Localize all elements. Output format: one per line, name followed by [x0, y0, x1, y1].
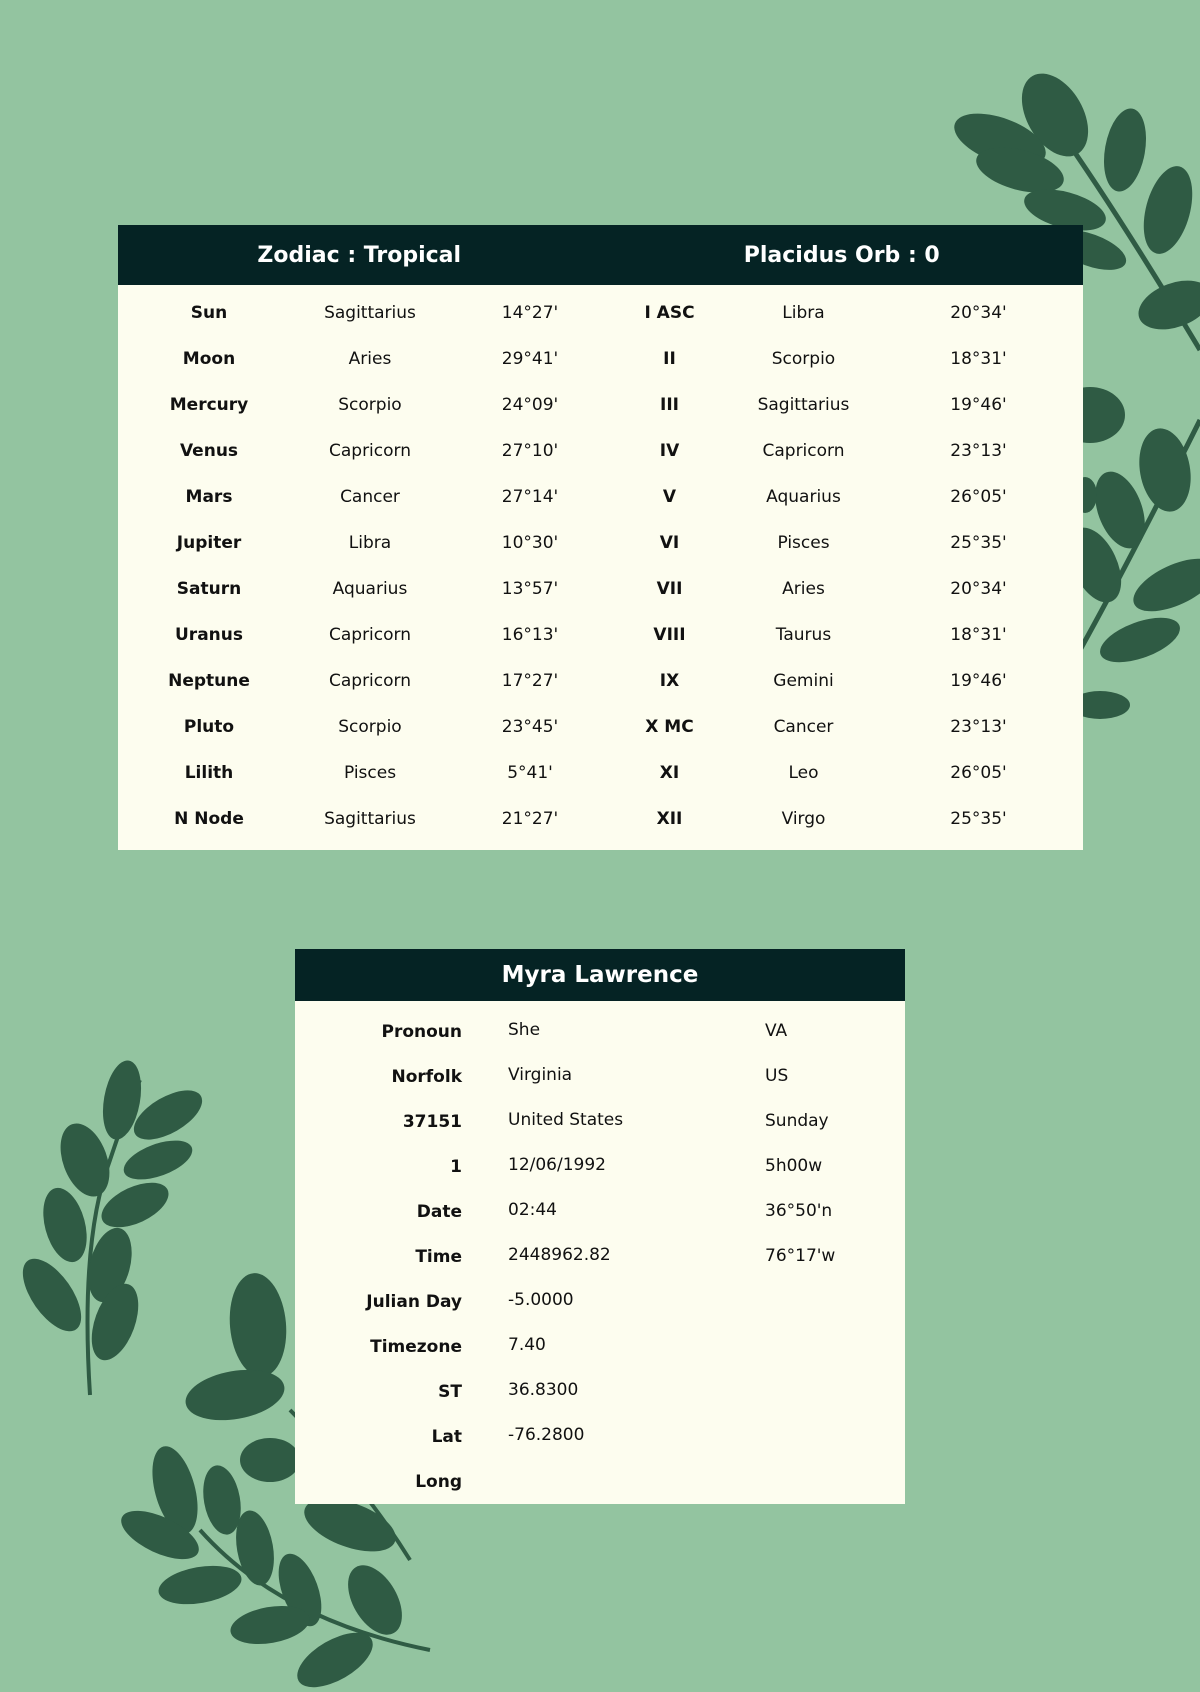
house-degree: 26°05' [950, 487, 1007, 507]
person-rows [295, 1001, 905, 1504]
planet-degree: 24°09' [501, 395, 559, 415]
planet-degree: 29°41' [501, 349, 559, 369]
person-extra: Sunday [765, 1110, 829, 1131]
planet-degree: 14°27' [501, 303, 559, 323]
house-degree: 23°13' [950, 717, 1007, 737]
person-value: She [508, 1019, 541, 1040]
house-sign: Cancer [773, 717, 834, 737]
house-sign: Libra [782, 303, 825, 323]
person-extra: 5h00w [765, 1155, 823, 1176]
person-row [295, 1009, 905, 1054]
house-name: IV [659, 441, 680, 461]
person-label: 37151 [402, 1111, 462, 1132]
planet-name: Uranus [175, 625, 243, 645]
planet-degree: 17°27' [501, 671, 559, 691]
house-sign: Aries [782, 579, 825, 599]
house-row [601, 290, 1084, 336]
person-label: ST [438, 1381, 462, 1402]
planet-sign: Capricorn [328, 625, 411, 645]
house-row [601, 474, 1084, 520]
chart-table [118, 225, 1083, 850]
planet-row [118, 290, 601, 336]
planet-sign: Capricorn [328, 671, 411, 691]
house-sign: Virgo [781, 809, 826, 829]
house-name: V [662, 487, 677, 507]
planet-sign: Cancer [340, 487, 400, 507]
planet-row [118, 566, 601, 612]
person-label: Timezone [370, 1336, 462, 1357]
planet-name: Pluto [183, 717, 235, 737]
house-degree: 18°31' [950, 625, 1007, 645]
person-value: 7.40 [508, 1334, 546, 1355]
person-label: 1 [450, 1156, 462, 1177]
person-label: Julian Day [366, 1291, 462, 1312]
house-name: VI [659, 533, 680, 553]
person-value: United States [508, 1109, 624, 1130]
house-name: XII [656, 809, 683, 829]
person-row [295, 1099, 905, 1144]
person-value: -76.2800 [508, 1424, 585, 1445]
planet-row [118, 336, 601, 382]
person-label: Time [415, 1246, 462, 1267]
planet-degree: 10°30' [501, 533, 559, 553]
house-row [601, 704, 1084, 750]
house-degree: 20°34' [950, 579, 1007, 599]
house-degree: 19°46' [950, 671, 1007, 691]
person-value: 2448962.82 [508, 1244, 611, 1265]
planet-degree: 13°57' [501, 579, 559, 599]
planet-sign: Scorpio [338, 717, 402, 737]
person-extra: 36°50'n [765, 1200, 833, 1221]
person-label: Date [416, 1201, 462, 1222]
chart-header [118, 225, 1083, 285]
house-name: VII [656, 579, 683, 599]
house-sign: Capricorn [762, 441, 845, 461]
planet-row [118, 382, 601, 428]
houses-list [601, 290, 1084, 842]
person-row [295, 1054, 905, 1099]
planet-row [118, 750, 601, 796]
planet-row [118, 658, 601, 704]
house-name: I ASC [644, 303, 695, 323]
planet-degree: 21°27' [501, 809, 559, 829]
person-value: 36.8300 [508, 1379, 579, 1400]
house-row [601, 658, 1084, 704]
house-degree: 25°35' [950, 533, 1007, 553]
person-row [295, 1234, 905, 1279]
planet-sign: Pisces [343, 763, 397, 783]
house-row [601, 566, 1084, 612]
house-sign: Taurus [775, 625, 832, 645]
planet-degree: 5°41' [507, 763, 553, 783]
house-name: IX [659, 671, 680, 691]
planet-name: Mars [185, 487, 233, 507]
house-name: XI [659, 763, 680, 783]
house-sign: Sagittarius [757, 395, 850, 415]
planet-name: N Node [174, 809, 244, 829]
person-label: Lat [431, 1426, 462, 1447]
house-name: III [660, 395, 679, 415]
house-degree: 20°34' [950, 303, 1007, 323]
house-sign: Leo [788, 763, 819, 783]
planet-sign: Sagittarius [324, 303, 416, 323]
planet-row [118, 704, 601, 750]
planet-sign: Libra [348, 533, 392, 553]
house-degree: 19°46' [950, 395, 1007, 415]
person-details-table [295, 949, 905, 1504]
house-sign: Scorpio [771, 349, 836, 369]
house-row [601, 520, 1084, 566]
planet-name: Mercury [169, 395, 249, 415]
houses-header: Placidus Orb : 0 [743, 242, 940, 268]
planet-row [118, 796, 601, 842]
house-degree: 18°31' [950, 349, 1007, 369]
planet-sign: Sagittarius [324, 809, 416, 829]
planet-sign: Scorpio [338, 395, 402, 415]
house-name: X MC [645, 717, 694, 737]
house-name: II [663, 349, 676, 369]
zodiac-header: Zodiac : Tropical [257, 242, 462, 268]
person-extra: VA [765, 1020, 788, 1041]
planet-row [118, 612, 601, 658]
person-value: -5.0000 [508, 1289, 574, 1310]
house-sign: Pisces [777, 533, 830, 553]
planet-name: Venus [179, 441, 239, 461]
person-label: Pronoun [381, 1021, 462, 1042]
planets-list [118, 290, 601, 842]
person-label: Long [415, 1471, 462, 1492]
planet-name: Lilith [184, 763, 234, 783]
planet-name: Moon [182, 349, 236, 369]
house-sign: Gemini [773, 671, 834, 691]
planet-sign: Aquarius [332, 579, 408, 599]
house-row [601, 428, 1084, 474]
house-row [601, 796, 1084, 842]
planet-degree: 27°10' [501, 441, 559, 461]
planet-row [118, 474, 601, 520]
house-name: VIII [653, 625, 686, 645]
planet-sign: Aries [348, 349, 392, 369]
person-extra: US [765, 1065, 789, 1086]
person-label: Norfolk [391, 1066, 462, 1087]
person-row [295, 1414, 905, 1459]
person-row [295, 1279, 905, 1324]
planet-row [118, 520, 601, 566]
planet-degree: 23°45' [501, 717, 559, 737]
planet-degree: 16°13' [501, 625, 559, 645]
planet-sign: Capricorn [328, 441, 411, 461]
planet-name: Saturn [176, 579, 242, 599]
person-value: 02:44 [508, 1199, 557, 1220]
planet-degree: 27°14' [501, 487, 559, 507]
house-row [601, 382, 1084, 428]
person-row [295, 1369, 905, 1414]
person-row [295, 1189, 905, 1234]
house-sign: Aquarius [766, 487, 841, 507]
house-degree: 23°13' [950, 441, 1007, 461]
house-row [601, 750, 1084, 796]
person-value: Virginia [508, 1064, 573, 1085]
person-extra: 76°17'w [765, 1245, 836, 1266]
house-row [601, 612, 1084, 658]
person-value: 12/06/1992 [508, 1154, 606, 1175]
person-row [295, 1459, 905, 1504]
planet-name: Jupiter [176, 533, 242, 553]
person-row [295, 1144, 905, 1189]
house-row [601, 336, 1084, 382]
person-row [295, 1324, 905, 1369]
person-name: Myra Lawrence [295, 949, 905, 1001]
house-degree: 25°35' [950, 809, 1007, 829]
planet-name: Neptune [168, 671, 250, 691]
planet-name: Sun [190, 303, 228, 323]
house-degree: 26°05' [950, 763, 1007, 783]
planet-row [118, 428, 601, 474]
